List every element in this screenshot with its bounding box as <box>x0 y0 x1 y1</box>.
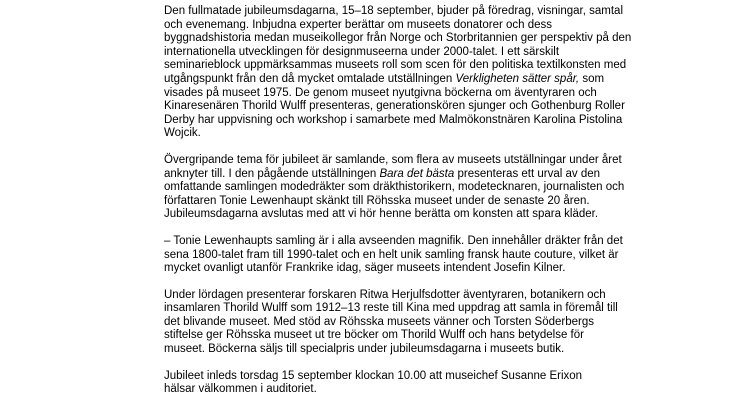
text-line <box>164 100 704 114</box>
text-line <box>164 249 704 263</box>
text-run: Övergripande tema för jubileet är samlande, som flera av museets utställningar under året <box>164 153 622 166</box>
text-line <box>164 329 704 343</box>
text-run: Kinaresenären Thorild Wulff presenteras, generationskören sjunger och Gothenburg Roller <box>164 100 625 113</box>
text-line <box>164 87 704 101</box>
text-run: museet. Böckerna säljs till specialpris under jubileumsdagarna i museets butik. <box>164 343 565 356</box>
text-line <box>164 59 704 73</box>
text-run: som <box>579 72 605 85</box>
text-line <box>164 383 704 397</box>
text-run: Den fullmatade jubileumsdagarna, 15–18 september, bjuder på föredrag, visningar, samtal <box>164 5 624 17</box>
text-line <box>164 343 704 357</box>
text-line <box>164 32 704 46</box>
text-line <box>164 154 704 168</box>
text-run: mycket ovanligt utanför Frankrike idag, säger museets intendent Josefin Kilner. <box>164 262 566 275</box>
text-run: visades på museet 1975. De genom museet nyutgivna böckerna om äventyraren och <box>164 86 597 99</box>
text-line <box>164 208 704 222</box>
text-line <box>164 181 704 195</box>
italic-title: Bara det bästa <box>379 167 455 180</box>
text-run: Jubileumsdagarna avslutas med att vi hör henne berätta om konsten att spara kläder. <box>164 208 599 221</box>
text-run: och evenemang. Inbjudna experter berättar om museets donatorer och dess <box>164 18 553 31</box>
text-run: – Tonie Lewenhaupts samling är i alla avseenden magnifik. Den innehåller dräkter från det <box>164 234 623 247</box>
text-line <box>164 289 704 303</box>
paragraph-2 <box>164 154 704 222</box>
text-line <box>164 19 704 33</box>
italic-title: Verkligheten sätter spår, <box>455 72 580 85</box>
text-run: författaren Tonie Lewenhaupt skänkt till Röhsska museet under de senaste 20 åren. <box>164 194 590 207</box>
text-line <box>164 302 704 316</box>
paragraph-5 <box>164 370 704 397</box>
text-run: hälsar välkommen i auditoriet. <box>164 383 317 396</box>
text-line <box>164 262 704 276</box>
text-run: insamlaren Thorild Wulff som 1912–13 reste till Kina med uppdrag att samla in föremål till <box>164 302 618 315</box>
paragraph-1 <box>164 5 704 141</box>
text-run: byggnadshistoria medan museikollegor från Norge och Storbritannien ger perspektiv på den <box>164 32 632 45</box>
text-line <box>164 370 704 384</box>
text-run: presenteras ett urval av den <box>454 167 601 180</box>
text-run: stiftelse ger Röhsska museet ut tre böcker om Thorild Wulff och hans betydelse för <box>164 329 584 342</box>
text-run: Under lördagen presenterar forskaren Ritwa Herjulfsdotter äventyraren, botanikern och <box>164 288 606 301</box>
text-line <box>164 73 704 87</box>
text-line <box>164 46 704 60</box>
text-run: sena 1800-talet fram till 1990-talet och en helt unik samling fransk haute couture, vilket är <box>164 248 619 261</box>
text-line <box>164 5 704 19</box>
text-line <box>164 195 704 209</box>
paragraph-3 <box>164 235 704 276</box>
text-run: Jubileet inleds torsdag 15 september klockan 10.00 att museichef Susanne Erixon <box>164 369 583 382</box>
text-line <box>164 114 704 128</box>
text-run: utgångspunkt från den då mycket omtalade utställningen <box>164 72 456 85</box>
text-run: internationella utvecklingen för designmuseerna under 2000-talet. I ett särskilt <box>164 45 560 58</box>
text-run: Derby har uppvisning och workshop i samarbete med Malmökonstnären Karolina Pistolina <box>164 113 623 126</box>
text-line <box>164 235 704 249</box>
text-line <box>164 127 704 141</box>
text-run: Wojcik. <box>164 127 201 140</box>
document-body <box>164 5 704 410</box>
text-run: seminarieblock uppmärksammas museets roll som scen för den politiska textilkonsten med <box>164 59 627 72</box>
paragraph-4 <box>164 289 704 357</box>
text-line <box>164 168 704 182</box>
text-run: anknyter till. I den pågående utställningen <box>164 167 380 180</box>
text-line <box>164 316 704 330</box>
text-run: det blivande museet. Med stöd av Röhsska museets vänner och Torsten Söderbergs <box>164 315 594 328</box>
text-run: omfattande samlingen modedräkter som dräkthistorikern, modetecknaren, journalisten och <box>164 181 625 194</box>
